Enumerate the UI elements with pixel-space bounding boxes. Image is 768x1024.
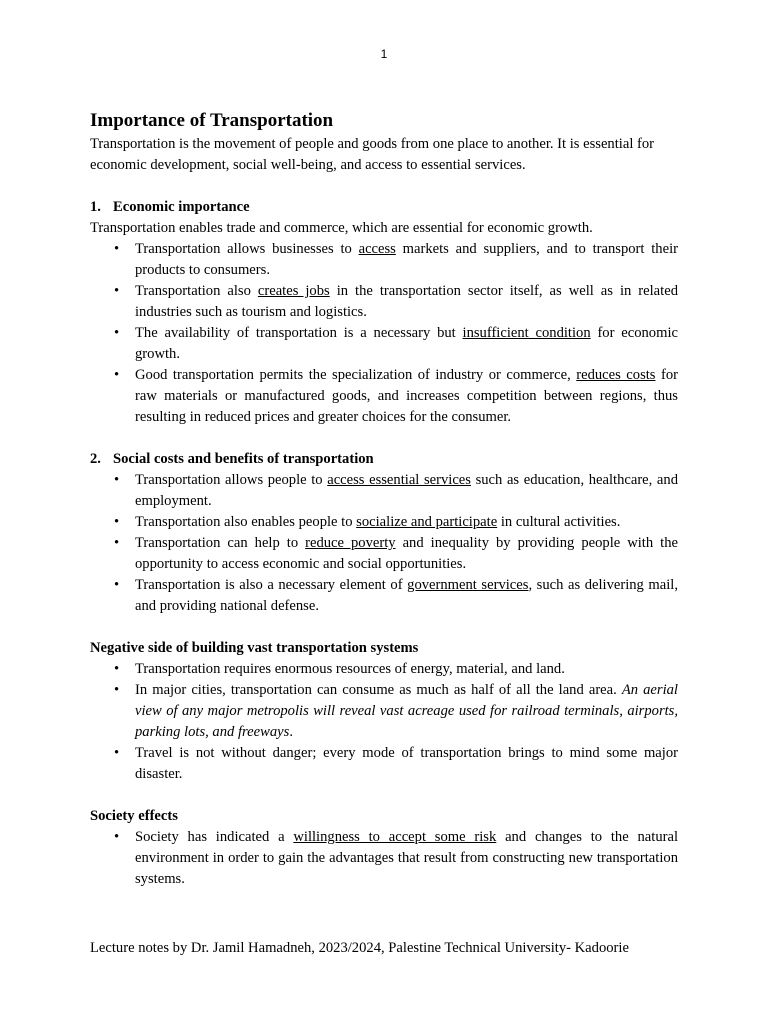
page-number: 1: [380, 47, 388, 61]
list-item: • In major cities, transportation can consume as much as half of all the land area. An aerial view of any major metropolis will reveal vast acreage used for railroad terminals, airports, parking lots, and freeways.: [90, 680, 678, 743]
intro-paragraph: Transportation is the movement of people and goods from one place to another. It is essential for economic development, social well-being, and access to essential services.: [90, 136, 655, 173]
section-number: 1.: [90, 199, 101, 215]
section-lead: Transportation enables trade and commerce, which are essential for economic growth.: [90, 220, 593, 236]
underlined-term: reduces costs: [576, 367, 656, 383]
list-item: • Transportation requires enormous resources of energy, material, and land.: [90, 659, 678, 680]
list-item: • Good transportation permits the specialization of industry or commerce, reduces costs for raw materials or manufactured goods, and increases competition between regions, thus resulting in reduced prices and greater choices for the consumer.: [90, 365, 678, 428]
section-number: 2.: [90, 451, 101, 467]
section-heading-society: Society effects: [90, 808, 178, 824]
section-heading-text: Social costs and benefits of transportation: [113, 451, 374, 467]
document-body: [90, 108, 678, 890]
list-item: • Transportation allows people to access essential services such as education, healthcare, and employment.: [90, 470, 678, 512]
list-item: • Travel is not without danger; every mode of transportation brings to mind some major disaster.: [90, 743, 678, 785]
list-item: • Society has indicated a willingness to accept some risk and changes to the natural environment in order to gain the advantages that result from constructing new transportation systems.: [90, 827, 678, 890]
page-footer: Lecture notes by Dr. Jamil Hamadneh, 2023/2024, Palestine Technical University- Kadoorie: [90, 940, 629, 956]
negative-bullet-list: [90, 659, 678, 785]
page-title: Importance of Transportation: [90, 110, 334, 131]
section-heading-negative: Negative side of building vast transportation systems: [90, 640, 419, 656]
list-item: • Transportation can help to reduce poverty and inequality by providing people with the opportunity to access economic and social opportunities.: [90, 533, 678, 575]
section-heading-social: [90, 449, 678, 470]
underlined-term: reduce poverty: [305, 535, 396, 551]
italic-text: An aerial view of any major metropolis will reveal vast acreage used for railroad terminals, airports, parking lots, and freeways: [135, 682, 678, 740]
underlined-term: access: [358, 241, 396, 257]
section-heading-text: Economic importance: [113, 199, 250, 215]
economic-bullet-list: [90, 239, 678, 428]
list-item: • Transportation also enables people to socialize and participate in cultural activities.: [90, 512, 678, 533]
list-item: • The availability of transportation is a necessary but insufficient condition for economic growth.: [90, 323, 678, 365]
list-item: • Transportation is also a necessary element of government services, such as delivering mail, and providing national defense.: [90, 575, 678, 617]
list-item: • Transportation also creates jobs in the transportation sector itself, as well as in related industries such as tourism and logistics.: [90, 281, 678, 323]
underlined-term: willingness to accept some risk: [293, 829, 497, 845]
section-heading-economic: [90, 197, 678, 218]
underlined-term: creates jobs: [257, 283, 330, 299]
underlined-term: access essential services: [327, 472, 471, 488]
list-item: • Transportation allows businesses to access markets and suppliers, and to transport their products to consumers.: [90, 239, 678, 281]
society-bullet-list: [90, 827, 678, 890]
underlined-term: government services: [407, 577, 529, 593]
social-bullet-list: [90, 470, 678, 617]
underlined-term: socialize and participate: [356, 514, 498, 530]
underlined-term: insufficient condition: [462, 325, 591, 341]
